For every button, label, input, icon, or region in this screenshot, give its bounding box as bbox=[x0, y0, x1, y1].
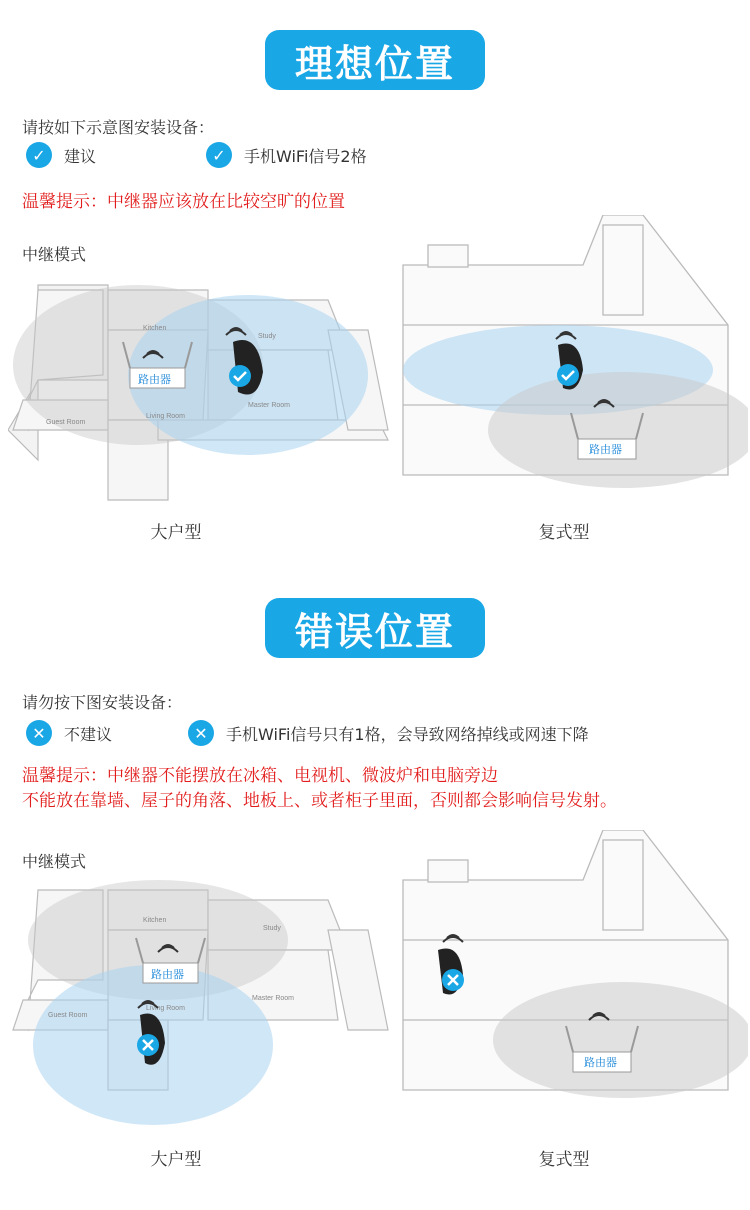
ideal-intro: 请按如下示意图安装设备： bbox=[22, 118, 215, 137]
room-study: Study bbox=[263, 925, 281, 932]
caption-large-apartment: 大户型 bbox=[150, 1150, 202, 1170]
wrong-tip bbox=[22, 764, 617, 814]
ideal-check-row bbox=[26, 142, 367, 168]
check-icon: ✓ bbox=[26, 142, 52, 168]
wrong-tip-line2: 不能放在靠墙、屋子的角落、地板上、或者柜子里面，否则都会影响信号发射。 bbox=[22, 791, 617, 811]
cross-label: 不建议 bbox=[64, 724, 113, 744]
wrong-intro: 请勿按下图安装设备： bbox=[22, 693, 183, 712]
check-item-signal bbox=[206, 142, 367, 168]
room-living: Living Room bbox=[146, 413, 185, 420]
room-master: Master Room bbox=[252, 995, 295, 1002]
check-label: 建议 bbox=[64, 146, 97, 166]
apartment-floorplan-wrong bbox=[8, 880, 398, 1140]
caption-duplex: 复式型 bbox=[538, 523, 590, 543]
wrong-tip-line1: 温馨提示：中继器不能摆放在冰箱、电视机、微波炉和电脑旁边 bbox=[22, 766, 498, 786]
room-living: Living Room bbox=[146, 1005, 185, 1012]
ideal-section bbox=[0, 0, 750, 590]
caption-duplex: 复式型 bbox=[538, 1150, 590, 1170]
wrong-check-row bbox=[26, 720, 589, 746]
router-label: 路由器 bbox=[589, 444, 622, 456]
ideal-tip: 温馨提示：中继器应该放在比较空旷的位置 bbox=[22, 192, 345, 212]
room-kitchen: Kitchen bbox=[143, 325, 167, 332]
room-kitchen: Kitchen bbox=[143, 917, 167, 924]
check-item-recommend bbox=[26, 142, 206, 168]
duplex-house-wrong bbox=[398, 830, 748, 1110]
cross-label: 手机WiFi信号只有1格，会导致网络掉线或网速下降 bbox=[226, 724, 589, 744]
cross-item-not-recommend bbox=[26, 720, 188, 746]
router-label: 路由器 bbox=[584, 1057, 617, 1069]
check-label: 手机WiFi信号2格 bbox=[244, 146, 367, 166]
router-label: 路由器 bbox=[138, 374, 171, 386]
duplex-house-ideal bbox=[398, 215, 748, 495]
cross-icon: ✕ bbox=[188, 720, 214, 746]
caption-large-apartment: 大户型 bbox=[150, 523, 202, 543]
ideal-title: 理想位置 bbox=[265, 30, 485, 90]
router-label: 路由器 bbox=[151, 969, 184, 981]
room-guest: Guest Room bbox=[46, 419, 86, 426]
cross-icon: ✕ bbox=[26, 720, 52, 746]
wrong-section bbox=[0, 590, 750, 1210]
wrong-mode-label: 中继模式 bbox=[22, 852, 87, 871]
room-study: Study bbox=[258, 333, 276, 340]
wrong-title: 错误位置 bbox=[265, 598, 485, 658]
room-guest: Guest Room bbox=[48, 1012, 88, 1019]
apartment-floorplan-ideal bbox=[8, 280, 398, 510]
ideal-mode-label: 中继模式 bbox=[22, 245, 87, 264]
room-master: Master Room bbox=[248, 402, 291, 409]
cross-item-signal bbox=[188, 720, 589, 746]
check-icon: ✓ bbox=[206, 142, 232, 168]
